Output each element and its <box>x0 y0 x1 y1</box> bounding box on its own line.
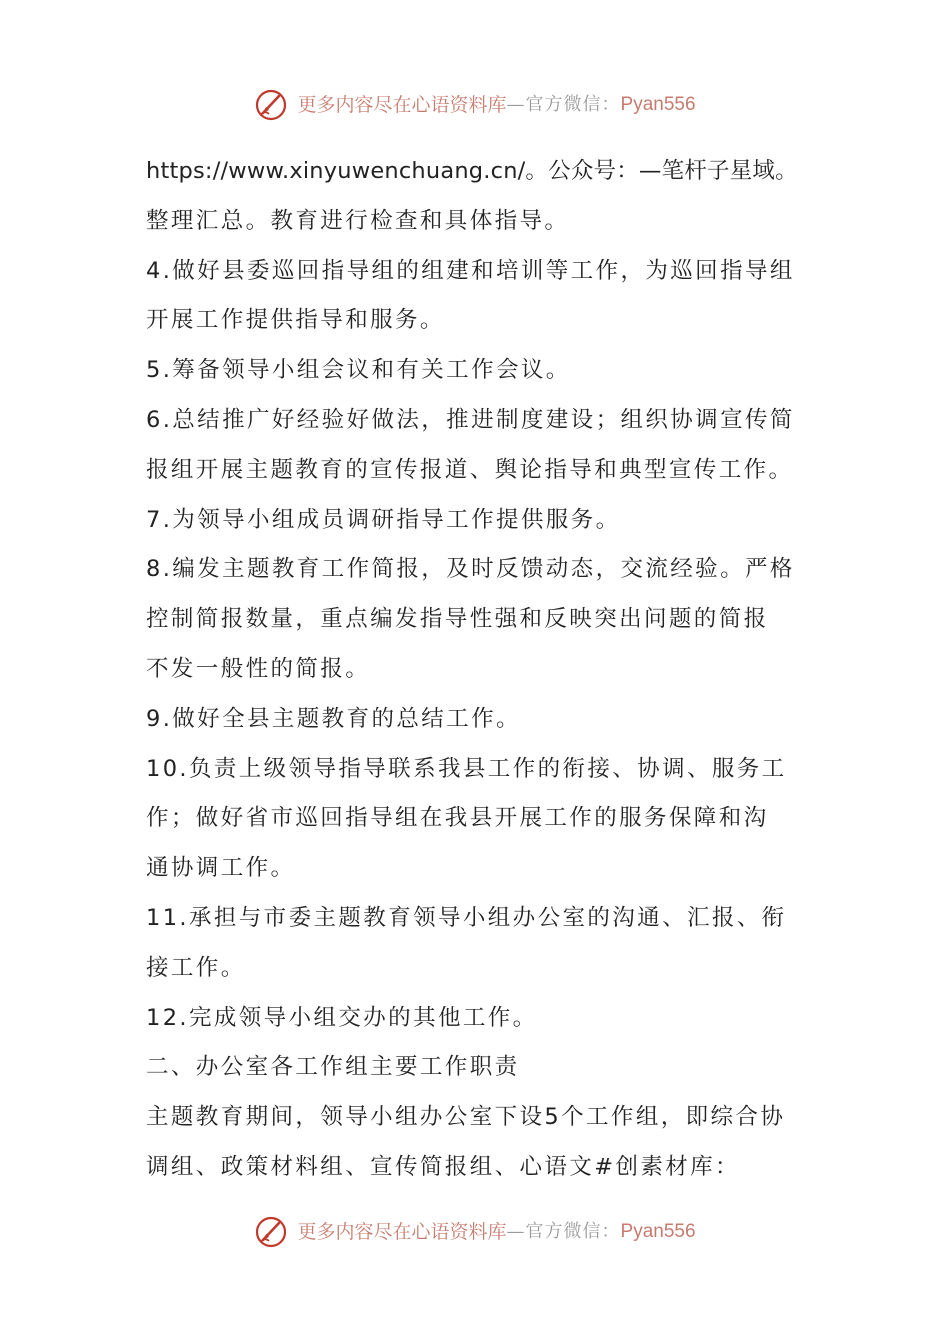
watermark-footer <box>0 1211 950 1251</box>
text-line: 通协调工作。 <box>146 855 296 882</box>
document-body <box>146 147 810 1193</box>
text-line: 控制简报数量，重点编发指导性强和反映突出问题的简报 <box>146 606 769 633</box>
text-line: 不发一般性的简报。 <box>146 655 371 682</box>
text-line: 作；做好省市巡回指导组在我县开展工作的服务保障和沟 <box>146 805 769 832</box>
watermark-wechat-id: Pyan556 <box>620 93 696 115</box>
text-line: 12.完成领导小组交办的其他工作。 <box>146 1004 538 1031</box>
watermark-sub-text: —官方微信： <box>506 1220 621 1242</box>
text-line: 10.负责上级领导指导联系我县工作的衔接、协调、服务工 <box>146 755 787 782</box>
pen-logo-icon <box>254 88 288 122</box>
text-line: 调组、政策材料组、宣传简报组、心语文#创素材库： <box>146 1153 740 1180</box>
watermark-wechat-id: Pyan556 <box>620 1220 696 1242</box>
watermark-header <box>0 84 950 124</box>
text-line: 4.做好县委巡回指导组的组建和培训等工作，为巡回指导组 <box>146 257 795 284</box>
text-line: https://www.xinyuwenchuang.cn/。公众号：—笔杆子星域。 <box>146 158 798 184</box>
text-line: 7.为领导小组成员调研指导工作提供服务。 <box>146 506 621 533</box>
watermark-sub-text: —官方微信： <box>506 93 621 115</box>
watermark-main-text: 更多内容尽在心语资料库 <box>297 1220 507 1243</box>
text-line: 9.做好全县主题教育的总结工作。 <box>146 705 521 732</box>
text-line: 报组开展主题教育的宣传报道、舆论指导和典型宣传工作。 <box>146 456 794 483</box>
text-line: 6.总结推广好经验好做法，推进制度建设；组织协调宣传简 <box>146 406 795 433</box>
section-heading: 二、办公室各工作组主要工作职责 <box>146 1054 520 1081</box>
text-line: 主题教育期间，领导小组办公室下设5个工作组，即综合协 <box>146 1104 786 1131</box>
text-line: 整理汇总。教育进行检查和具体指导。 <box>146 207 570 234</box>
text-line: 8.编发主题教育工作简报，及时反馈动态，交流经验。严格 <box>146 556 795 583</box>
watermark-main-text: 更多内容尽在心语资料库 <box>297 93 507 116</box>
text-line: 接工作。 <box>146 954 246 981</box>
pen-logo-icon <box>254 1215 288 1249</box>
text-line: 5.筹备领导小组会议和有关工作会议。 <box>146 357 571 384</box>
text-line: 11.承担与市委主题教育领导小组办公室的沟通、汇报、衔 <box>146 904 787 931</box>
text-line: 开展工作提供指导和服务。 <box>146 307 445 334</box>
